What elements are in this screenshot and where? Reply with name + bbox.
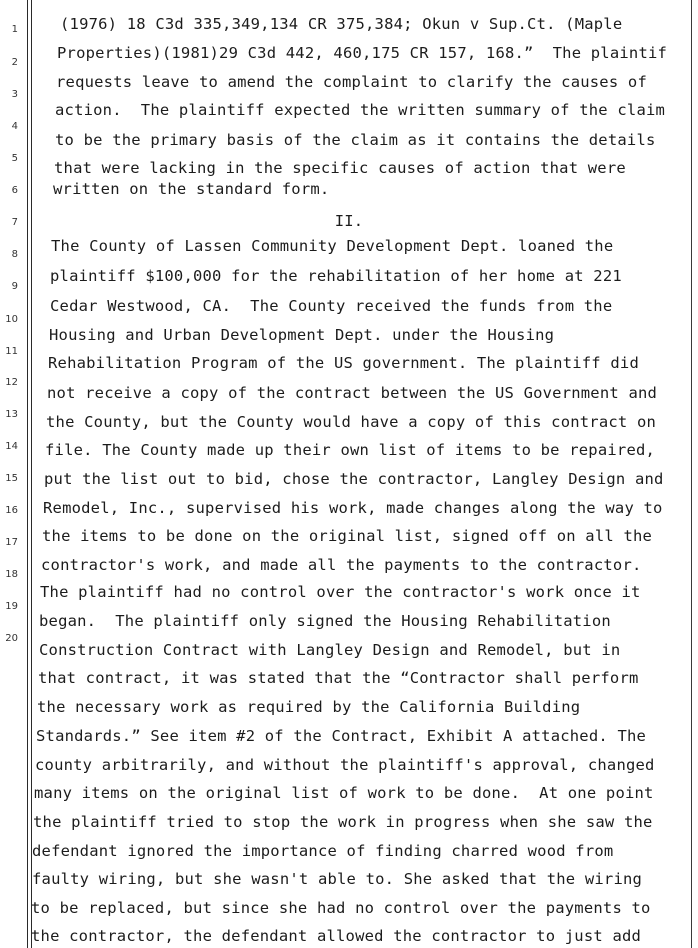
section-heading: II. [334,212,364,230]
line-number: 14 [5,441,18,452]
line-number: 2 [11,57,18,68]
text-line: Cedar Westwood, CA. The County received the funds from the [50,297,613,315]
line-number: 20 [5,633,18,644]
text-line: put the list out to bid, chose the contractor, Langley Design and [44,470,664,488]
line-number: 3 [11,89,18,100]
line-number: 15 [5,473,18,484]
line-number: 19 [5,601,18,612]
text-line: many items on the original list of work to be done. At one point [34,784,654,802]
text-line: Remodel, Inc., supervised his work, made changes along the way to [43,499,663,517]
text-line: Rehabilitation Program of the US government. The plaintiff did [48,354,639,372]
text-line: plaintiff $100,000 for the rehabilitation of her home at 221 [50,267,622,285]
line-number: 8 [11,249,18,260]
text-line: The plaintiff had no control over the contractor's work once it [40,583,641,601]
text-line: (1976) 18 C3d 335,349,134 CR 375,384; Okun v Sup.Ct. (Maple [60,15,623,33]
text-line: the County, but the County would have a copy of this contract on [46,413,657,431]
line-number: 4 [11,121,18,132]
text-line: written on the standard form. [53,180,330,198]
text-line: Standards.” See item #2 of the Contract, Exhibit A attached. The [36,727,647,745]
text-line: to be replaced, but since she had no control over the payments to [31,899,651,917]
text-line: Properties)(1981)29 C3d 442, 460,175 CR 157, 168.” The plaintif [57,44,668,62]
text-line: defendant ignored the importance of finding charred wood from [32,842,614,860]
text-line: not receive a copy of the contract between the US Government and [47,384,658,402]
text-line: that contract, it was stated that the “Contractor shall perform [38,669,639,687]
text-line: contractor's work, and made all the payments to the contractor. [41,556,642,574]
line-number: 9 [11,281,18,292]
line-number: 11 [5,346,18,357]
text-line: file. The County made up their own list of items to be repaired, [45,441,656,459]
text-line: Housing and Urban Development Dept. under the Housing [49,326,555,344]
text-line: The County of Lassen Community Development Dept. loaned the [51,237,614,255]
line-number: 13 [5,409,18,420]
right-margin-rule [691,0,692,948]
left-margin-rule-inner [31,0,32,948]
text-line: to be the primary basis of the claim as it contains the details [55,131,656,149]
left-margin-rule [27,0,28,948]
text-line: county arbitrarily, and without the plaintiff's approval, changed [35,756,655,774]
text-line: the items to be done on the original list, signed off on all the [42,527,653,545]
text-line: the contractor, the defendant allowed the contractor to just add [31,927,642,945]
text-line: requests leave to amend the complaint to clarify the causes of [56,73,647,91]
line-number: 12 [5,377,18,388]
line-number: 5 [11,153,18,164]
text-line: the plaintiff tried to stop the work in progress when she saw the [33,813,653,831]
line-number: 1 [11,24,18,35]
text-line: faulty wiring, but she wasn't able to. She asked that the wiring [32,870,643,888]
text-line: action. The plaintiff expected the written summary of the claim [55,101,666,119]
line-number: 17 [5,537,18,548]
line-number: 10 [5,314,18,325]
line-number: 18 [5,569,18,580]
line-number: 6 [11,185,18,196]
text-line: Construction Contract with Langley Design and Remodel, but in [39,641,621,659]
text-line: that were lacking in the specific causes of action that were [54,159,626,177]
text-line: began. The plaintiff only signed the Housing Rehabilitation [39,612,611,630]
text-line: the necessary work as required by the California Building [37,698,581,716]
line-number: 16 [5,505,18,516]
line-number: 7 [11,217,18,228]
